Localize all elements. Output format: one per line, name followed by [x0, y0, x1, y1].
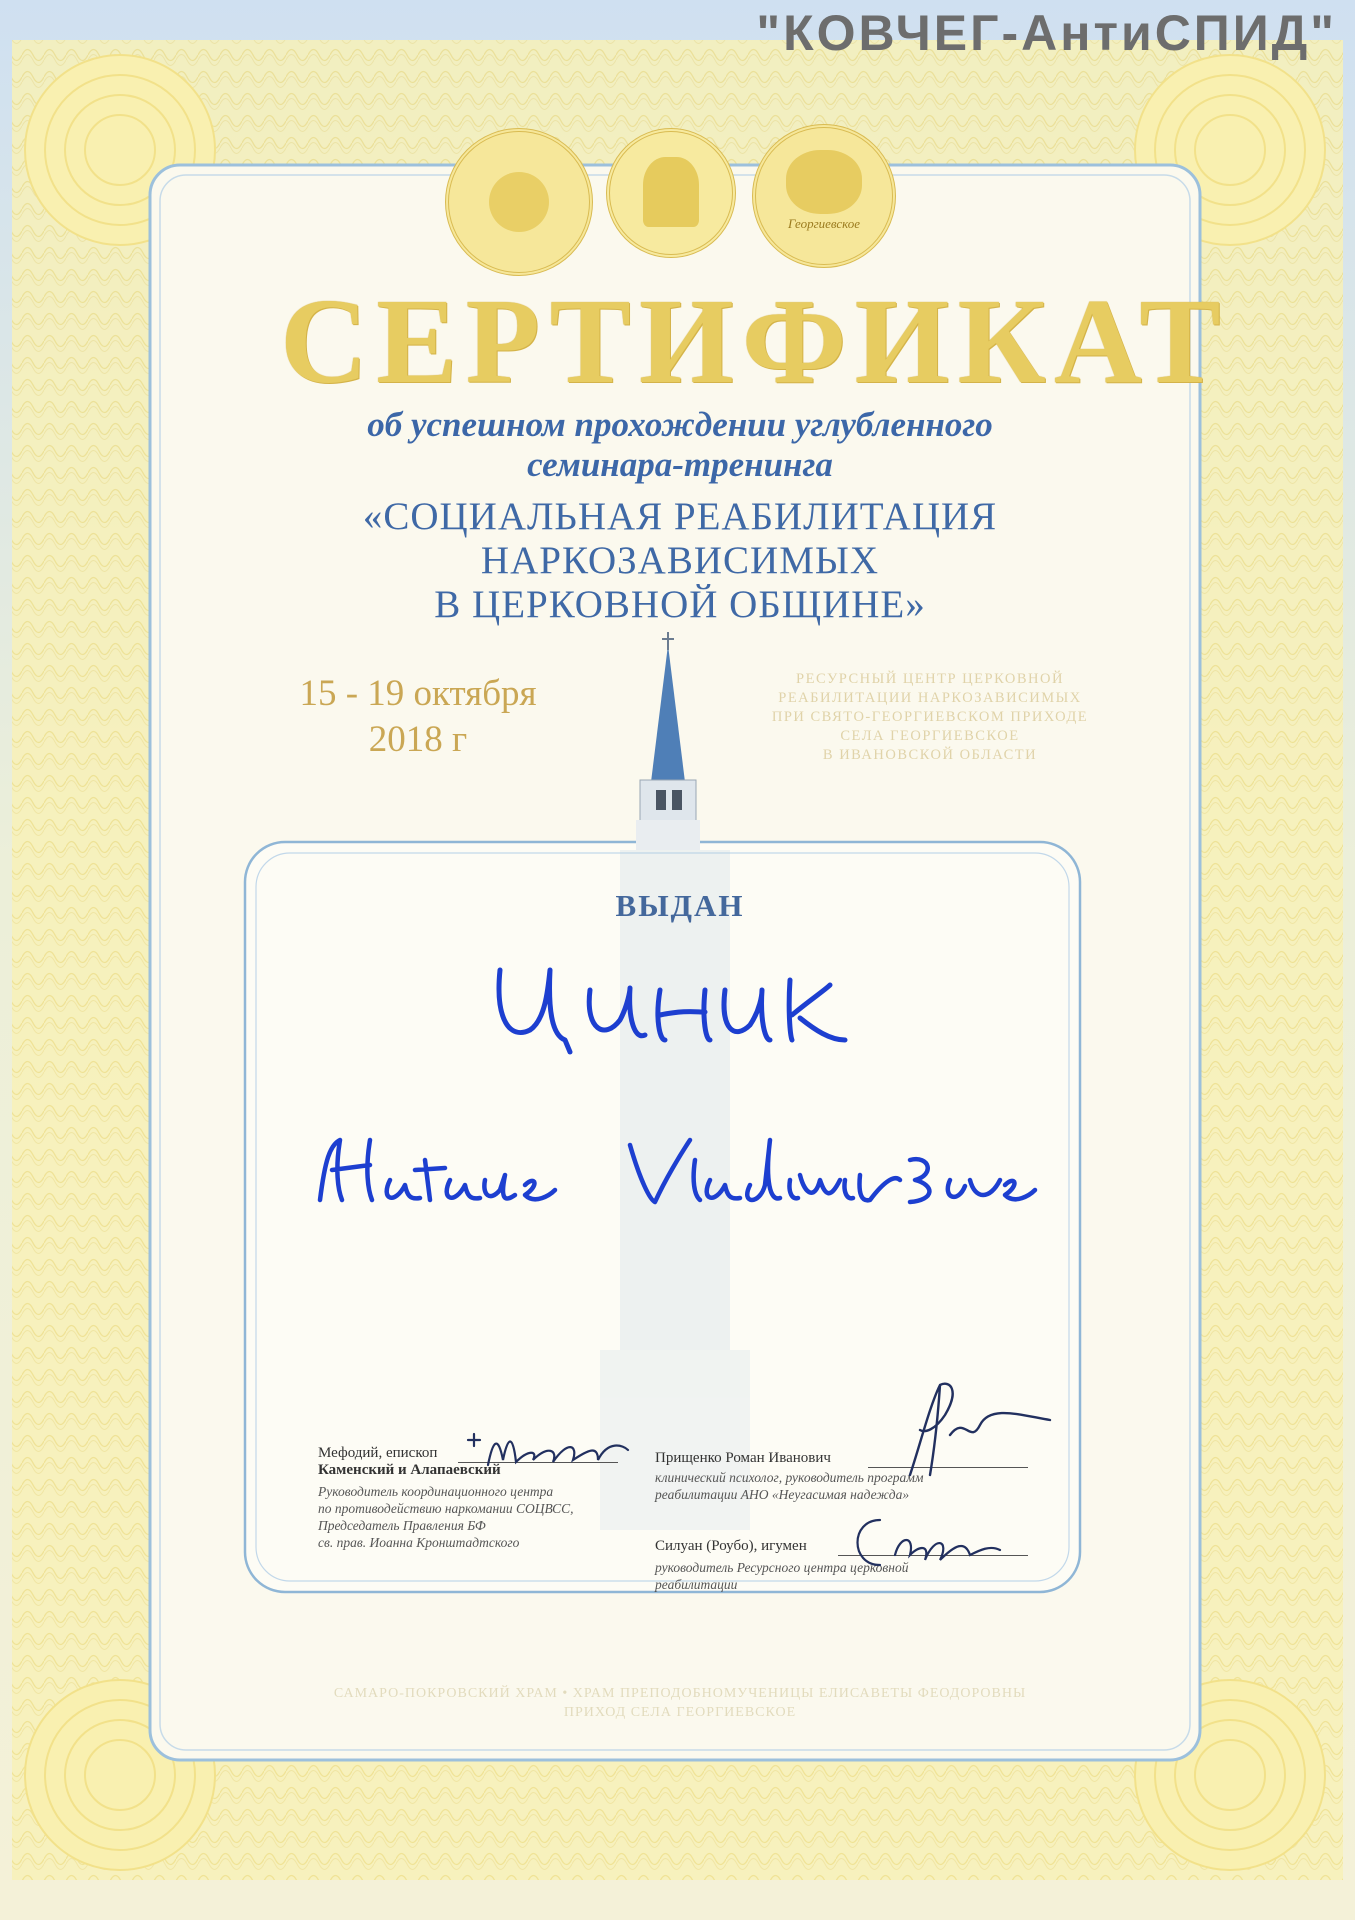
course-title-line-1: «СОЦИАЛЬНАЯ РЕАБИЛИТАЦИЯ — [362, 495, 998, 538]
seal-georgievskoe-label: Георгиевское — [787, 216, 861, 231]
resource-center-line-2: РЕАБИЛИТАЦИИ НАРКОЗАВИСИМЫХ — [778, 690, 1082, 706]
signatory-left-role-2: по противодействию наркомании СОЦВСС, — [318, 1501, 574, 1516]
resource-center-line-1: РЕСУРСНЫЙ ЦЕНТР ЦЕРКОВНОЙ — [796, 671, 1064, 687]
signatory-right-bottom-name: Силуан (Роубо), игумен — [655, 1538, 807, 1554]
signatory-left-role-1: Руководитель координационного центра — [318, 1484, 554, 1499]
course-title-line-3: В ЦЕРКОВНОЙ ОБЩИНЕ» — [434, 583, 926, 626]
signatory-left-name-2: Каменский и Алапаевский — [318, 1462, 501, 1478]
subtitle-line-1: об успешном прохождении углубленного — [367, 405, 993, 444]
footer-line-1: САМАРО-ПОКРОВСКИЙ ХРАМ • ХРАМ ПРЕПОДОБНОМУЧЕНИЦЫ ЕЛИСАВЕТЫ ФЕОДОРОВНЫ — [333, 1686, 1027, 1701]
handwritten-given-names — [310, 1120, 1070, 1230]
seal-georgievskoe — [752, 124, 896, 268]
signatory-right-top-name: Прищенко Роман Иванович — [655, 1450, 831, 1466]
subtitle-line-2: семинара-тренинга — [527, 445, 833, 484]
signatory-left-role-4: св. прав. Иоанна Кронштадтского — [318, 1535, 520, 1550]
signatory-left-name-1: Мефодий, епископ — [318, 1445, 438, 1461]
dates-line-1: 15 - 19 октября — [299, 673, 537, 714]
dates-line-2: 2018 г — [368, 719, 468, 760]
seal-saint-john — [606, 128, 736, 258]
resource-center-line-3: ПРИ СВЯТО-ГЕОРГИЕВСКОМ ПРИХОДЕ — [771, 709, 1089, 725]
signatory-right-bottom-role-2: реабилитации — [655, 1577, 738, 1592]
resource-center-line-5: В ИВАНОВСКОЙ ОБЛАСТИ — [822, 747, 1038, 763]
resource-center-line-4: СЕЛА ГЕОРГИЕВСКОЕ — [840, 728, 1020, 744]
signature-right-bottom — [840, 1505, 1020, 1580]
signature-left — [458, 1420, 658, 1480]
issued-label: ВЫДАН — [615, 888, 745, 923]
certificate-title: СЕРТИФИКАТ — [280, 274, 1229, 409]
seal-social-fund — [445, 128, 593, 276]
signatory-right-top-role-2: реабилитации АНО «Неугасимая надежда» — [655, 1487, 910, 1502]
signatory-left-role-3: Председатель Правления БФ — [318, 1518, 486, 1533]
handwritten-surname — [470, 940, 890, 1070]
signatory-right-top-role-1: клинический психолог, руководитель программ — [655, 1470, 924, 1485]
watermark-kovcheg-antispid: "КОВЧЕГ-АнтиСПИД" — [756, 5, 1337, 61]
footer-line-2: ПРИХОД СЕЛА ГЕОРГИЕВСКОЕ — [563, 1705, 797, 1720]
signature-right-top — [880, 1375, 1060, 1485]
signatory-right-bottom-role-1: руководитель Ресурсного центра церковной — [655, 1560, 909, 1575]
course-title-line-2: НАРКОЗАВИСИМЫХ — [480, 539, 880, 582]
